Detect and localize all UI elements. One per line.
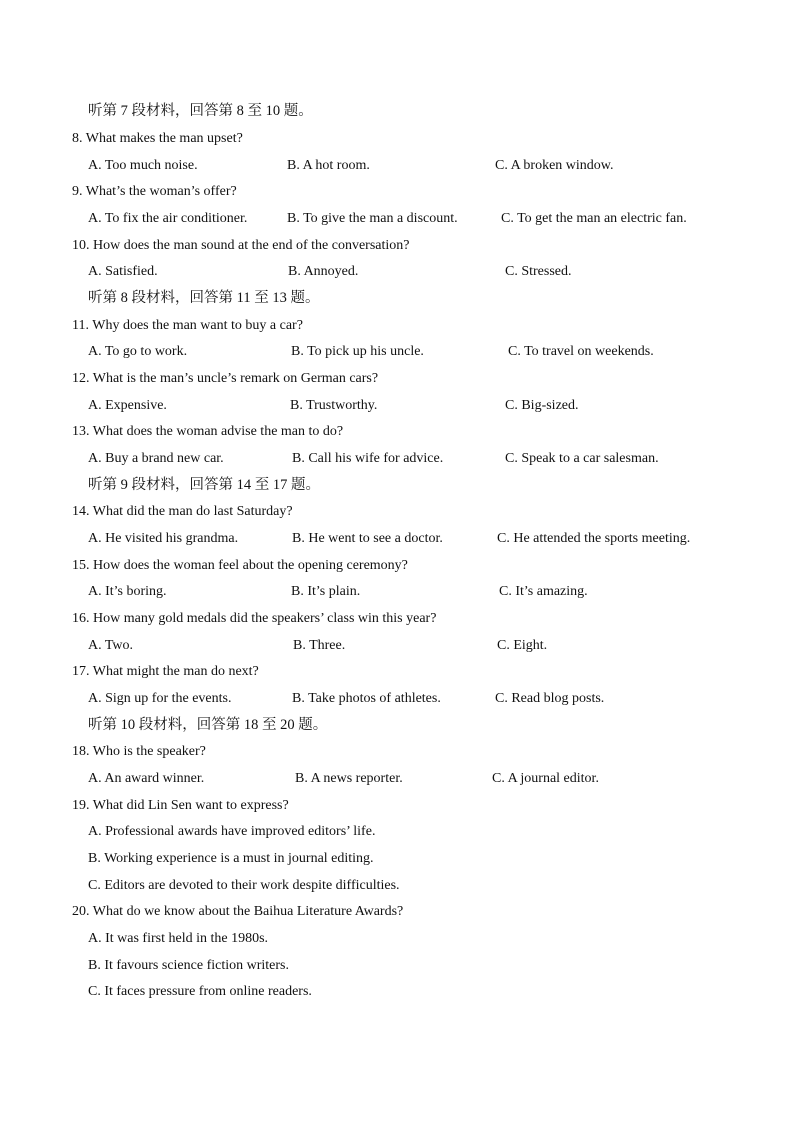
question-text: 16. How many gold medals did the speakers’ class win this year? — [72, 611, 437, 626]
option-c: C. A journal editor. — [492, 771, 599, 786]
option-c: C. Editors are devoted to their work despite difficulties. — [88, 878, 400, 893]
question-text: 18. Who is the speaker? — [72, 744, 206, 759]
option-b: B. Annoyed. — [288, 264, 359, 279]
option-c: C. To get the man an electric fan. — [501, 211, 687, 226]
option-b: B. To give the man a discount. — [287, 211, 458, 226]
option-a: A. Too much noise. — [88, 158, 198, 173]
option-b: B. A hot room. — [287, 158, 370, 173]
option-b: B. It favours science fiction writers. — [88, 958, 289, 973]
option-b: B. Working experience is a must in journal editing. — [88, 851, 374, 866]
option-c: C. A broken window. — [495, 158, 614, 173]
question-text: 20. What do we know about the Baihua Literature Awards? — [72, 904, 404, 919]
question-text: 17. What might the man do next? — [72, 664, 259, 679]
option-b: B. Three. — [293, 638, 346, 653]
option-c: C. Eight. — [497, 638, 548, 653]
section-heading: 听第 7 段材料，回答第 8 至 10 题。 — [88, 103, 313, 119]
option-c: C. He attended the sports meeting. — [497, 531, 691, 546]
question-text: 11. Why does the man want to buy a car? — [72, 318, 303, 333]
option-c: C. Speak to a car salesman. — [505, 451, 659, 466]
option-a: A. Professional awards have improved editors’ life. — [88, 824, 376, 839]
section-heading: 听第 10 段材料，回答第 18 至 20 题。 — [88, 717, 328, 733]
option-b: B. To pick up his uncle. — [291, 344, 424, 359]
option-a: A. To fix the air conditioner. — [88, 211, 248, 226]
option-b: B. Call his wife for advice. — [292, 451, 444, 466]
question-text: 12. What is the man’s uncle’s remark on German cars? — [72, 371, 379, 386]
option-c: C. Read blog posts. — [495, 691, 605, 706]
option-a: A. An award winner. — [88, 771, 205, 786]
question-text: 10. How does the man sound at the end of the conversation? — [72, 238, 410, 253]
question-text: 19. What did Lin Sen want to express? — [72, 798, 289, 813]
option-a: A. Expensive. — [88, 398, 167, 413]
option-a: A. Buy a brand new car. — [88, 451, 224, 466]
option-c: C. To travel on weekends. — [508, 344, 654, 359]
question-text: 13. What does the woman advise the man to do? — [72, 424, 344, 439]
option-b: B. It’s plain. — [291, 584, 361, 599]
option-a: A. Sign up for the events. — [88, 691, 232, 706]
option-a: A. Two. — [88, 638, 134, 653]
question-text: 14. What did the man do last Saturday? — [72, 504, 293, 519]
option-a: A. Satisfied. — [88, 264, 158, 279]
option-c: C. It’s amazing. — [499, 584, 588, 599]
option-b: B. He went to see a doctor. — [292, 531, 443, 546]
section-heading: 听第 8 段材料，回答第 11 至 13 题。 — [88, 290, 320, 306]
question-text: 8. What makes the man upset? — [72, 131, 243, 146]
section-heading: 听第 9 段材料，回答第 14 至 17 题。 — [88, 477, 320, 493]
option-a: A. To go to work. — [88, 344, 188, 359]
option-b: B. Take photos of athletes. — [292, 691, 441, 706]
option-b: B. Trustworthy. — [290, 398, 378, 413]
option-a: A. It’s boring. — [88, 584, 167, 599]
option-c: C. Big-sized. — [505, 398, 579, 413]
option-a: A. It was first held in the 1980s. — [88, 931, 269, 946]
option-a: A. He visited his grandma. — [88, 531, 239, 546]
option-c: C. It faces pressure from online readers. — [88, 984, 312, 999]
question-text: 15. How does the woman feel about the opening ceremony? — [72, 558, 408, 573]
question-text: 9. What’s the woman’s offer? — [72, 184, 237, 199]
option-b: B. A news reporter. — [295, 771, 403, 786]
option-c: C. Stressed. — [505, 264, 572, 279]
